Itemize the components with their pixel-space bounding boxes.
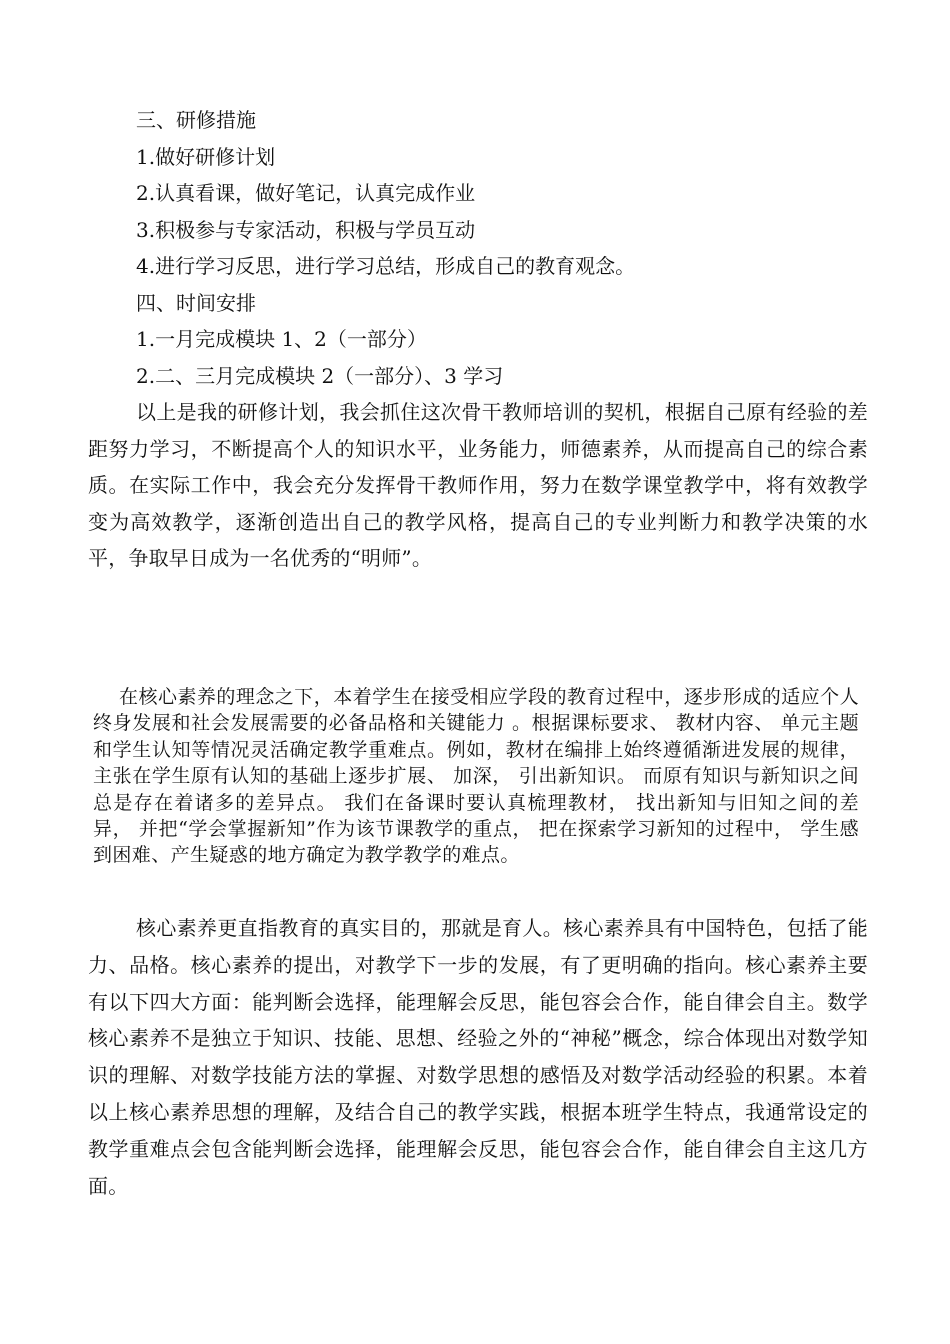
measure-item-4: 4.进行学习反思，进行学习总结，形成自己的教育观念。 [136,254,636,278]
schedule-heading: 四、时间安排 [136,290,256,315]
plan-summary-paragraph: 以上是我的研修计划，我会抓住这次骨干教师培训的契机，根据自己原有经验的差距努力学习，不断提高个人的知识水平，业务能力，师德素养，从而提高自己的综合素质。在实际工作中，我会充分发挥骨干教师作用，努力在数学课堂教学中，将有效教学变为高效教学，逐渐创造出自己的教学风格，提高自己的专业判断力和教学决策的水平，争取早日成为一名优秀的“明师”。 [88,400,868,570]
measure-item-3: 3.积极参与专家活动，积极与学员互动 [136,217,476,242]
research-plan-section [88,102,868,577]
core-literacy-key-points-paragraph: 在核心素养的理念之下，本着学生在接受相应学段的教育过程中，逐步形成的适应个人终身发展和社会发展需要的必备品格和关键能力 。根据课标要求、 教材内容、 单元主题和学生认知等情况灵活确定教学重难点。例如，教材在编排上始终遵循渐进发展的规律，主张在学生原有认知的基础上逐步扩展、 加深， 引出新知识。 而原有知识与新知识之间总是存在着诸多的差异点。 我们在备课时要认真梳理教材， 找出新知与旧知之间的差异， 并把“学会掌握新知”作为该节课教学的重点， 把在探索学习新知的过程中， 学生感到困难、产生疑惑的地方确定为教学教学的难点。 [93,686,859,867]
measures-heading: 三、研修措施 [136,108,256,132]
core-literacy-goal-paragraph: 核心素养更直指教育的真实目的，那就是育人。核心素养具有中国特色，包括了能力、品格。核心素养的提出，对教学下一步的发展，有了更明确的指向。核心素养主要有以下四大方面：能判断会选择，能理解会反思，能包容会合作，能自律会自主。数学核心素养不是独立于知识、技能、思想、经验之外的“神秘”概念，综合体现出对数学知识的理解、对数学技能方法的掌握、对数学思想的感悟及对数学活动经验的积累。本着以上核心素养思想的理解，及结合自己的教学实践，根据本班学生特点，我通常设定的教学重难点会包含能判断会选择，能理解会反思，能包容会合作，能自律会自主这几方面。 [88,916,868,1198]
schedule-item-1: 1.一月完成模块 1、2（一部分） [136,327,427,351]
measure-item-2: 2.认真看课，做好笔记，认真完成作业 [136,181,476,205]
measure-item-1: 1.做好研修计划 [136,144,276,169]
schedule-item-2: 2.二、三月完成模块 2（一部分）、3 学习 [136,363,504,388]
